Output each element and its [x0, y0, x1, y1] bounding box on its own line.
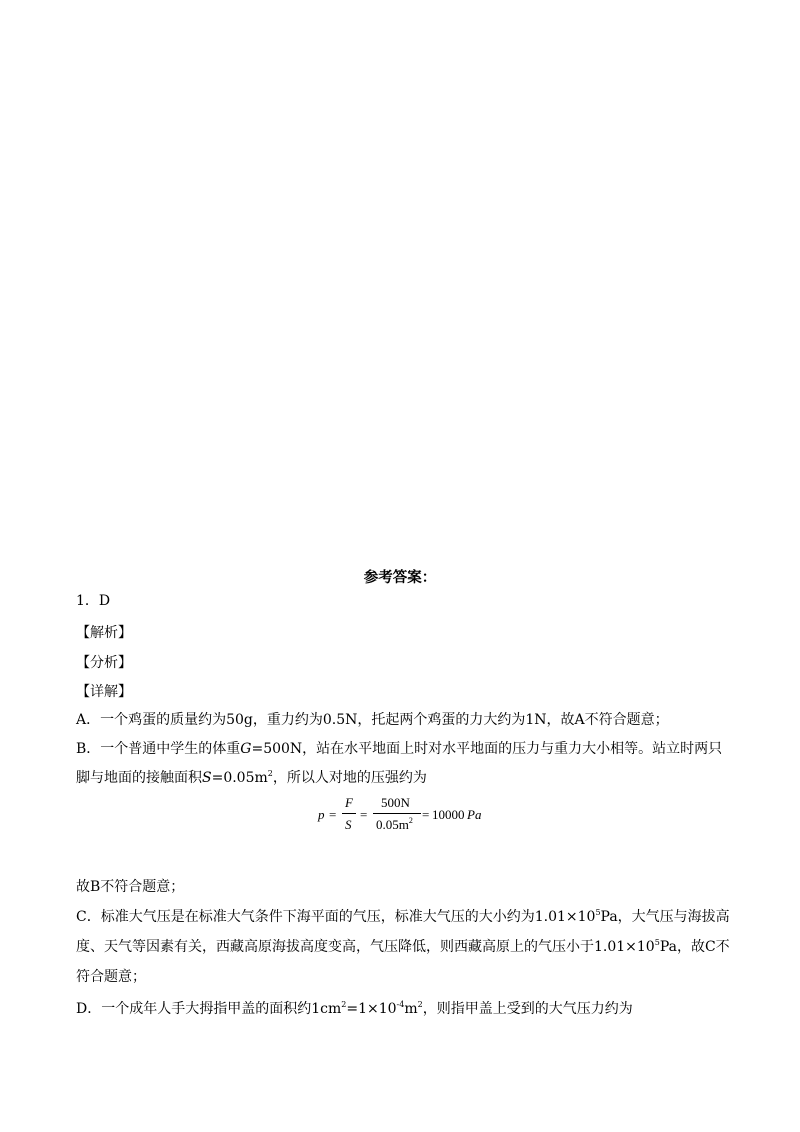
formula-p: p	[318, 807, 325, 822]
option-d-mid-1: =1×10	[346, 1001, 397, 1017]
option-b-line-1-prefix: B．一个普通中学生的体重	[76, 741, 241, 757]
formula-eq-2: =	[360, 807, 368, 822]
fraction-line-2	[373, 813, 421, 814]
option-b-line-2	[76, 771, 427, 785]
option-c-line-1-suffix: Pa，大气压与海拔高	[600, 909, 730, 925]
option-d-exponent-3: 2	[417, 1000, 423, 1009]
detail-tag: 【详解】	[76, 684, 132, 700]
option-c-line-2	[76, 940, 730, 954]
formula-s: S	[345, 817, 352, 832]
option-d-prefix: D．一个成年人手大拇指甲盖的面积约1cm	[76, 1001, 342, 1017]
fenxi-tag: 【分析】	[76, 655, 132, 671]
option-b-line-1-suffix: =500N，站在水平地面上时对水平地面的压力与重力大小相等。站立时两只	[251, 741, 723, 757]
option-b-conclusion: 故B不符合题意；	[76, 879, 185, 895]
weight-variable: G	[240, 741, 252, 757]
option-c-line-2-suffix: Pa，故C不	[659, 939, 730, 955]
formula-denominator	[376, 818, 413, 831]
formula-result: 10000	[432, 807, 465, 822]
formula-denominator-exponent: 2	[408, 816, 413, 825]
option-b-line-2-mid: =0.05m	[211, 770, 268, 786]
option-c-line-2-exponent: 5	[654, 938, 660, 947]
fraction-line-1	[342, 813, 356, 814]
option-c-line-1-prefix: C．标准大气压是在标准大气条件下海平面的气压，标准大气压的大小约为1.01×10	[76, 909, 596, 925]
formula-eq-3: =	[422, 807, 430, 822]
option-d-exponent-1: 2	[341, 1000, 347, 1009]
formula-numerator: 500N	[381, 795, 410, 810]
option-c-line-2-prefix: 度、天气等因素有关，西藏高原海拔高度变高，气压降低，则西藏高原上的气压小于1.01×10	[76, 939, 655, 955]
answer-section-title: 参考答案：	[363, 569, 437, 586]
question-1-answer: 1．D	[76, 593, 111, 609]
option-c-line-1	[76, 910, 730, 924]
formula-unit: Pa	[467, 807, 482, 822]
area-exponent: 2	[267, 769, 273, 778]
formula-denominator-base: 0.05m	[376, 817, 409, 832]
area-variable: S	[202, 770, 212, 786]
formula-eq-1: =	[329, 807, 337, 822]
option-c-line-3: 符合题意；	[76, 969, 146, 985]
option-b-line-2-suffix: ，所以人对地的压强约为	[272, 770, 427, 786]
option-b-line-1	[76, 742, 722, 756]
option-b-line-2-prefix: 脚与地面的接触面积	[76, 770, 202, 786]
option-d-line	[76, 1002, 633, 1016]
option-d-exponent-2: -4	[396, 1000, 405, 1009]
option-d-suffix: ，则指甲盖上受到的大气压力约为	[422, 1001, 633, 1017]
analysis-tag: 【解析】	[76, 625, 132, 641]
option-c-line-1-exponent: 5	[595, 908, 601, 917]
formula-f: F	[345, 795, 353, 810]
option-a-explanation: A．一个鸡蛋的质量约为50g，重力约为0.5N，托起两个鸡蛋的力大约为1N，故A不符合题意；	[76, 712, 669, 728]
option-d-mid-2: m	[404, 1001, 418, 1017]
